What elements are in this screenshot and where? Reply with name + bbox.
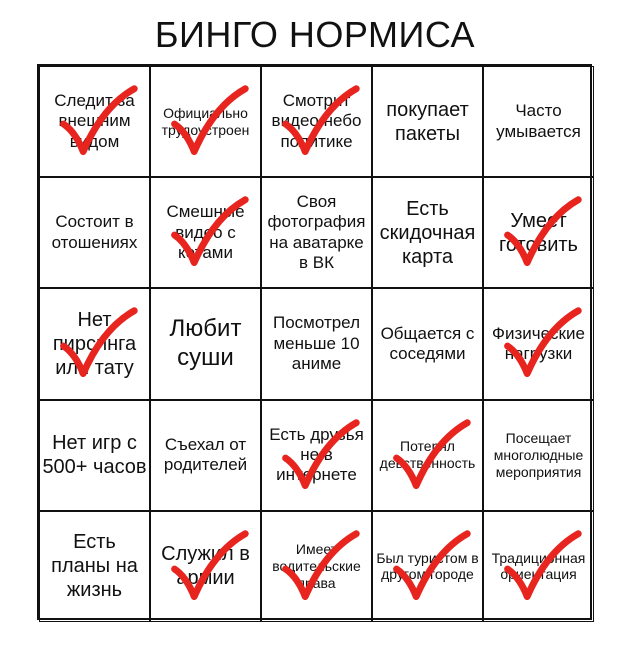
- bingo-cell[interactable]: [372, 66, 483, 177]
- bingo-grid: [37, 64, 592, 620]
- cell-label: Есть планы на жизнь: [51, 531, 138, 602]
- bingo-cell[interactable]: [261, 400, 372, 511]
- cell-label: Своя фотография на аватарке в ВК: [267, 192, 366, 273]
- bingo-cell[interactable]: [39, 400, 150, 511]
- bingo-cell[interactable]: [39, 288, 150, 399]
- bingo-cell[interactable]: [261, 177, 372, 288]
- cell-label: Умеет готовить: [499, 209, 578, 256]
- bingo-cell[interactable]: [150, 177, 261, 288]
- bingo-cell[interactable]: [483, 66, 594, 177]
- cell-label: Нет игр с 500+ часов: [42, 432, 147, 479]
- bingo-cell[interactable]: [39, 66, 150, 177]
- bingo-cell[interactable]: [150, 288, 261, 399]
- bingo-cell[interactable]: [261, 66, 372, 177]
- bingo-cell[interactable]: [39, 511, 150, 622]
- bingo-cell[interactable]: [150, 400, 261, 511]
- cell-label: Посещает многолюдные мероприятия: [493, 429, 584, 480]
- cell-label: Любит суши: [169, 315, 242, 371]
- cell-label: Служил в армии: [161, 543, 250, 590]
- cell-label: Смотрит видео небо политике: [271, 91, 362, 151]
- cell-label: Состоит в отошениях: [51, 212, 138, 252]
- bingo-cell[interactable]: [150, 66, 261, 177]
- cell-label: Следит за внешним видом: [54, 91, 135, 151]
- bingo-cell[interactable]: [483, 288, 594, 399]
- cell-label: Имеет водительские права: [272, 541, 361, 591]
- bingo-cell[interactable]: [39, 177, 150, 288]
- cell-label: Съехал от родителей: [163, 434, 248, 475]
- bingo-cell[interactable]: [261, 511, 372, 622]
- bingo-cell[interactable]: [372, 400, 483, 511]
- bingo-cell[interactable]: [372, 177, 483, 288]
- cell-label: Есть друзья не в интернете: [269, 424, 364, 485]
- cell-label: покупает пакеты: [386, 98, 469, 145]
- cell-label: Смешные видео с котами: [166, 202, 245, 262]
- bingo-cell[interactable]: [483, 511, 594, 622]
- cell-label: Официально трудоустроен: [161, 104, 250, 138]
- cell-label: Нет пирсинга или тату: [52, 308, 137, 379]
- bingo-cell[interactable]: [372, 288, 483, 399]
- cell-label: Посмотрел меньше 10 аниме: [273, 313, 360, 374]
- bingo-cell[interactable]: [372, 511, 483, 622]
- cell-label: Общается с соседями: [380, 323, 475, 363]
- cell-label: Потерял девственность: [379, 438, 476, 472]
- cell-label: Традиционная ориентация: [491, 549, 586, 583]
- bingo-cell[interactable]: [150, 511, 261, 622]
- bingo-cell[interactable]: [483, 177, 594, 288]
- cell-label: Был туристом в другом городе: [376, 549, 479, 583]
- page-title: БИНГО НОРМИСА: [154, 14, 476, 55]
- bingo-cell[interactable]: [483, 400, 594, 511]
- cell-label: Часто умывается: [496, 101, 581, 141]
- cell-label: Есть скидочная карта: [379, 197, 476, 268]
- cell-label: Физические нагрузки: [492, 323, 585, 363]
- bingo-cell[interactable]: [261, 288, 372, 399]
